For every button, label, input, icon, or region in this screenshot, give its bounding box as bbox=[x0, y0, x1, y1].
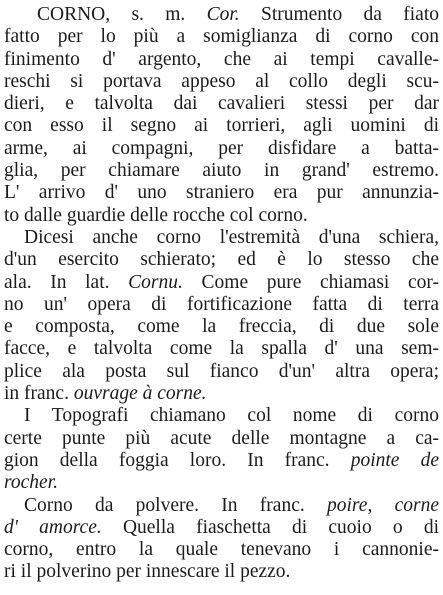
text-line bbox=[4, 338, 439, 360]
text-line bbox=[4, 160, 439, 182]
text-line bbox=[4, 227, 439, 249]
text-segment: ri il polverino per innescare il pezzo. bbox=[4, 561, 291, 583]
text-line bbox=[4, 361, 439, 383]
text-segment: corno, entro la quale tenevano i cannonie- bbox=[4, 539, 439, 561]
entry-corno-definition bbox=[4, 4, 439, 227]
text-segment: finimento d' argento, che ai tempi cavalle- bbox=[4, 48, 439, 70]
text-segment: no un' opera di fortificazione fatta di terra bbox=[4, 293, 439, 315]
text-segment: to dalle guardie delle rocche col corno. bbox=[4, 204, 308, 226]
text-line bbox=[4, 138, 439, 160]
text-segment: arme, ai compagni, per disfidare a batta- bbox=[4, 137, 439, 159]
text-line bbox=[4, 495, 439, 517]
text-line bbox=[4, 49, 439, 71]
text-line bbox=[4, 405, 439, 427]
text-line bbox=[4, 26, 439, 48]
text-line bbox=[4, 93, 439, 115]
italic-text: corne bbox=[394, 494, 439, 516]
text-segment: e composta, come la freccia, di due sole bbox=[4, 316, 439, 338]
italic-text: Cor. bbox=[206, 4, 240, 25]
text-line bbox=[4, 182, 439, 204]
text-segment: I Topografi chiamano col nome di corno bbox=[24, 405, 439, 427]
text-segment: con esso il segno ai torrieri, agli uomini di bbox=[4, 115, 439, 137]
text-segment: , bbox=[367, 494, 395, 516]
entry-corno-polvere bbox=[4, 495, 439, 584]
text-segment: ala. In lat. bbox=[4, 271, 129, 293]
entry-corno-topografi bbox=[4, 405, 439, 494]
text-segment: Come pure chiamasi cor- bbox=[182, 271, 439, 293]
text-segment: in franc. bbox=[4, 383, 74, 405]
italic-text: poire bbox=[327, 494, 368, 516]
text-segment: , s. m. bbox=[105, 4, 207, 25]
text-line bbox=[4, 272, 439, 294]
italic-text: rocher. bbox=[4, 472, 58, 494]
text-segment: L' arrivo d' uno straniero era pur annunzia- bbox=[4, 182, 439, 204]
text-segment: d'un esercito schierato; ed è lo stesso che bbox=[4, 249, 439, 271]
text-line bbox=[4, 561, 439, 583]
text-segment: Corno da polvere. In franc. bbox=[24, 494, 327, 516]
italic-text: Cornu. bbox=[128, 271, 183, 293]
text-line bbox=[4, 115, 439, 137]
text-line bbox=[4, 472, 439, 494]
text-line bbox=[4, 539, 439, 561]
text-line bbox=[4, 428, 439, 450]
text-segment: Quella fiaschetta di cuoio o di bbox=[101, 516, 439, 538]
text-line bbox=[4, 71, 439, 93]
text-segment: dieri, e talvolta dai cavalieri stessi per dar bbox=[4, 93, 439, 115]
text-line bbox=[4, 450, 439, 472]
text-line bbox=[4, 249, 439, 271]
text-line bbox=[4, 383, 439, 405]
text-segment: fatto per lo più a somiglianza di corno con bbox=[4, 26, 439, 48]
text-segment: certe punte più acute delle montagne a ca- bbox=[4, 427, 439, 449]
text-segment: gion della foggia loro. In franc. bbox=[4, 449, 351, 471]
text-segment: Strumento da fiato bbox=[239, 4, 439, 25]
text-line bbox=[4, 205, 439, 227]
text-line bbox=[4, 316, 439, 338]
text-segment: glia, per chiamare aiuto in grand' estremo. bbox=[4, 160, 439, 182]
italic-text: ouvrage à corne. bbox=[73, 383, 207, 405]
text-line bbox=[4, 4, 439, 26]
text-segment: plice ala posta sul fianco d'un' altra opera; bbox=[4, 360, 439, 382]
text-segment: reschi si portava appeso al collo degli scu- bbox=[4, 70, 439, 92]
entry-corno-schiera bbox=[4, 227, 439, 405]
text-segment: facce, e talvolta come la spalla d' una sem- bbox=[4, 338, 439, 360]
text-line bbox=[4, 517, 439, 539]
text-segment: CORNO bbox=[37, 4, 106, 25]
italic-text: pointe de bbox=[350, 449, 439, 471]
text-line bbox=[4, 294, 439, 316]
italic-text: d' amorce. bbox=[4, 516, 102, 538]
text-segment: Dicesi anche corno l'estremità d'una schiera, bbox=[24, 226, 439, 248]
